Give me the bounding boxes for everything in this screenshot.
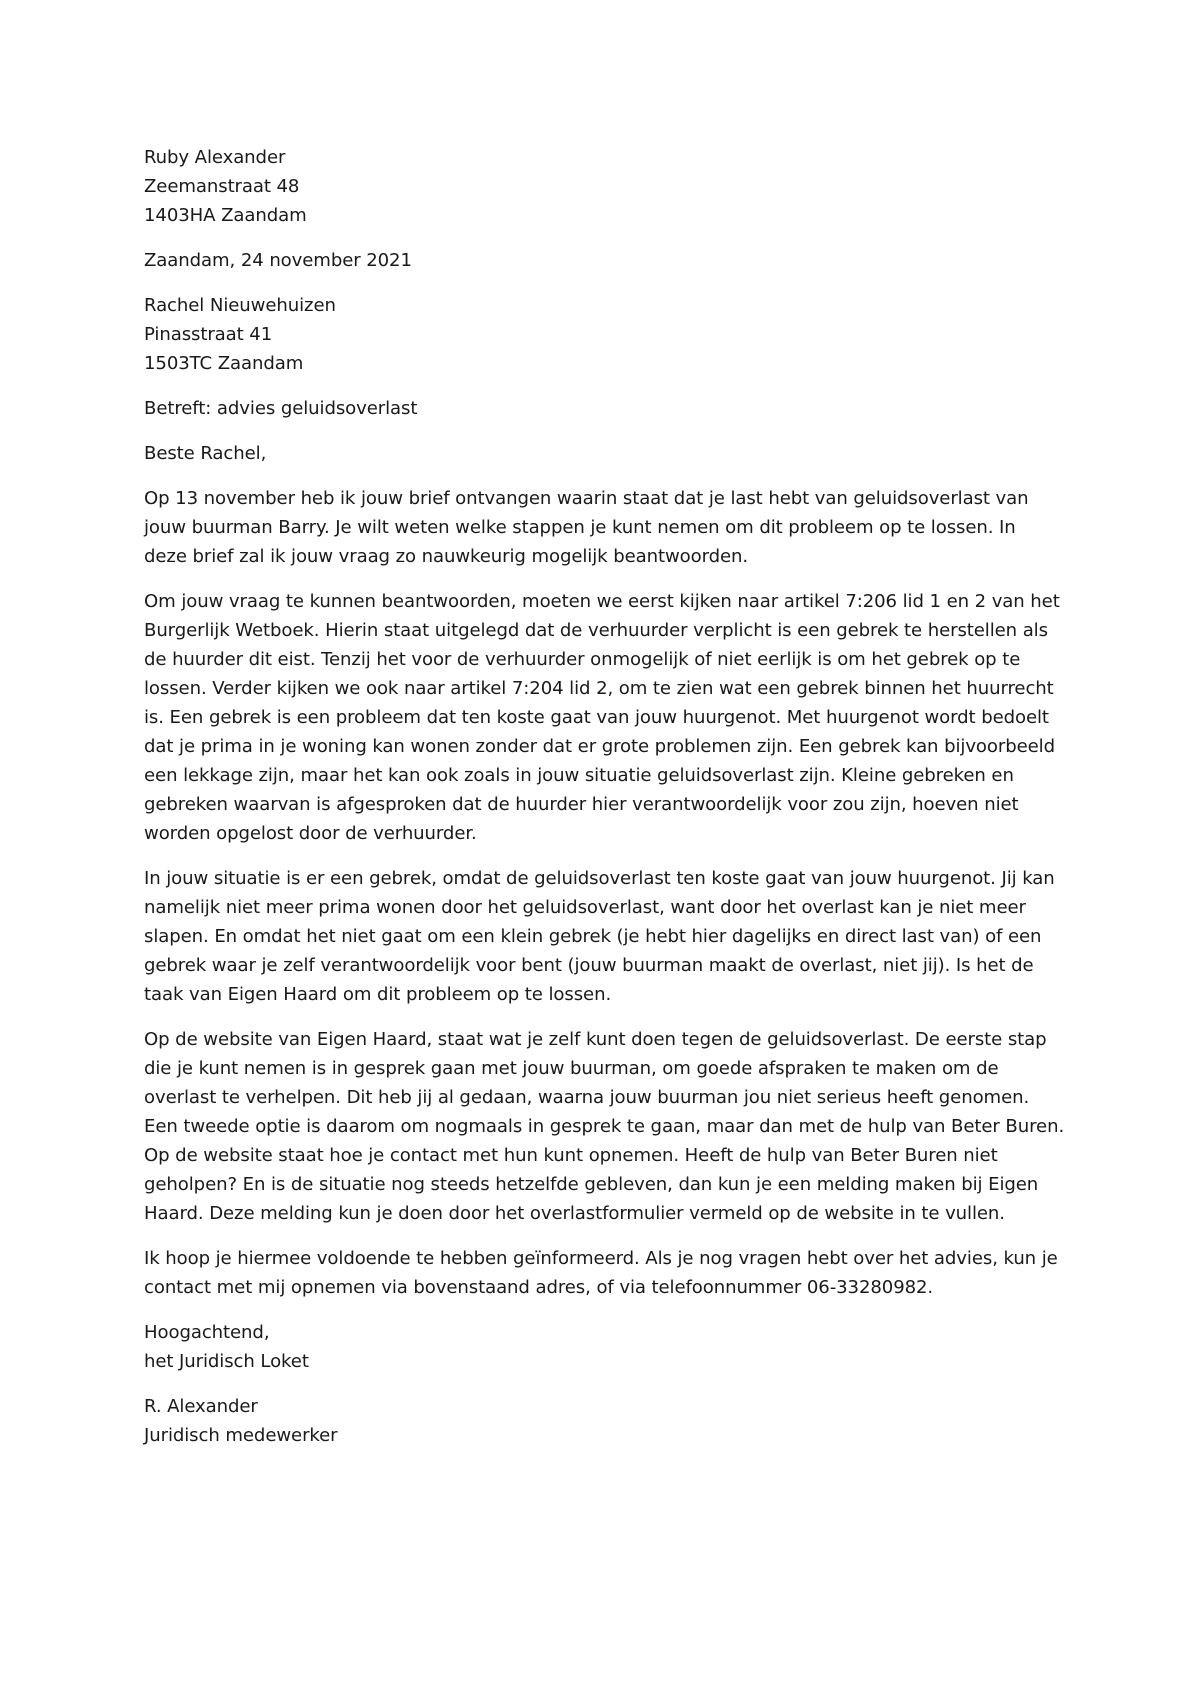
paragraph-line: Ik hoop je hiermee voldoende te hebben geïnformeerd. Als je nog vragen hebt over het advies, kun je — [144, 1248, 1058, 1269]
paragraph-line: deze brief zal ik jouw vraag zo nauwkeurig mogelijk beantwoorden. — [144, 546, 749, 567]
sender-postal-city: 1403HA Zaandam — [144, 205, 307, 226]
closing-greeting: Hoogachtend, — [144, 1322, 270, 1343]
body-paragraph-5 — [144, 1244, 1074, 1302]
paragraph-line: lossen. Verder kijken we ook naar artikel 7:204 lid 2, om te zien wat een gebrek binnen het huurrecht — [144, 678, 1054, 699]
paragraph-line: worden opgelost door de verhuurder. — [144, 823, 477, 844]
paragraph-line: geholpen? En is de situatie nog steeds hetzelfde gebleven, dan kun je een melding maken bij Eigen — [144, 1174, 1039, 1195]
subject — [144, 394, 1074, 423]
body-paragraph-3 — [144, 864, 1074, 1009]
recipient-street: Pinasstraat 41 — [144, 324, 273, 345]
body-paragraph-4 — [144, 1025, 1074, 1228]
paragraph-line: jouw buurman Barry. Je wilt weten welke stappen je kunt nemen om dit probleem op te lossen. In — [144, 517, 1016, 538]
paragraph-line: taak van Eigen Haard om dit probleem op te lossen. — [144, 984, 612, 1005]
paragraph-line: de huurder dit eist. Tenzij het voor de verhuurder onmogelijk of niet eerlijk is om het gebrek op te — [144, 649, 1021, 670]
paragraph-line: Haard. Deze melding kun je doen door het overlastformulier vermeld op de website in te vullen. — [144, 1203, 1005, 1224]
closing — [144, 1318, 1074, 1376]
sender-street: Zeemanstraat 48 — [144, 176, 300, 197]
subject-line: Betreft: advies geluidsoverlast — [144, 398, 418, 419]
paragraph-line: is. Een gebrek is een probleem dat ten koste gaat van jouw huurgenot. Met huurgenot wordt bedoelt — [144, 707, 1049, 728]
date-place — [144, 246, 1074, 275]
closing-organization: het Juridisch Loket — [144, 1351, 309, 1372]
body-paragraph-2 — [144, 587, 1074, 848]
paragraph-line: dat je prima in je woning kan wonen zonder dat er grote problemen zijn. Een gebrek kan bijvoorbeeld — [144, 736, 1055, 757]
sender-name: Ruby Alexander — [144, 147, 286, 168]
paragraph-line: Een tweede optie is daarom om nogmaals in gesprek te gaan, maar dan met de hulp van Beter Buren. — [144, 1116, 1065, 1137]
paragraph-line: een lekkage zijn, maar het kan ook zoals in jouw situatie geluidsoverlast zijn. Kleine gebreken en — [144, 765, 1014, 786]
signature-title: Juridisch medewerker — [144, 1425, 338, 1446]
paragraph-line: Op de website staat hoe je contact met hun kunt opnemen. Heeft de hulp van Beter Buren niet — [144, 1145, 998, 1166]
paragraph-line: namelijk niet meer prima wonen door het geluidsoverlast, want door het overlast kan je niet meer — [144, 897, 1026, 918]
paragraph-line: slapen. En omdat het niet gaat om een klein gebrek (je hebt hier dagelijks en direct last van) of een — [144, 926, 1042, 947]
paragraph-line: In jouw situatie is er een gebrek, omdat de geluidsoverlast ten koste gaat van jouw huurgenot. Jij kan — [144, 868, 1055, 889]
paragraph-line: gebrek waar je zelf verantwoordelijk voor bent (jouw buurman maakt de overlast, niet jij). Is het de — [144, 955, 1034, 976]
salutation — [144, 439, 1074, 468]
paragraph-line: contact met mij opnemen via bovenstaand adres, of via telefoonnummer 06-33280982. — [144, 1277, 934, 1298]
paragraph-line: gebreken waarvan is afgesproken dat de huurder hier verantwoordelijk voor zou zijn, hoeven niet — [144, 794, 1019, 815]
date-line: Zaandam, 24 november 2021 — [144, 250, 412, 271]
paragraph-line: Burgerlijk Wetboek. Hierin staat uitgelegd dat de verhuurder verplicht is een gebrek te herstellen als — [144, 620, 1048, 641]
signature — [144, 1392, 1074, 1450]
salutation-line: Beste Rachel, — [144, 443, 267, 464]
paragraph-line: Op 13 november heb ik jouw brief ontvangen waarin staat dat je last hebt van geluidsoverlast van — [144, 488, 1029, 509]
recipient-name: Rachel Nieuwehuizen — [144, 295, 336, 316]
recipient-address — [144, 291, 1074, 378]
letter-page — [144, 143, 1074, 1466]
paragraph-line: Om jouw vraag te kunnen beantwoorden, moeten we eerst kijken naar artikel 7:206 lid 1 en 2 van het — [144, 591, 1060, 612]
paragraph-line: overlast te verhelpen. Dit heb jij al gedaan, waarna jouw buurman jou niet serieus heeft genomen. — [144, 1087, 1030, 1108]
sender-address — [144, 143, 1074, 230]
paragraph-line: Op de website van Eigen Haard, staat wat je zelf kunt doen tegen de geluidsoverlast. De eerste stap — [144, 1029, 1047, 1050]
paragraph-line: die je kunt nemen is in gesprek gaan met jouw buurman, om goede afspraken te maken om de — [144, 1058, 999, 1079]
body-paragraph-1 — [144, 484, 1074, 571]
signature-name: R. Alexander — [144, 1396, 258, 1417]
recipient-postal-city: 1503TC Zaandam — [144, 353, 304, 374]
